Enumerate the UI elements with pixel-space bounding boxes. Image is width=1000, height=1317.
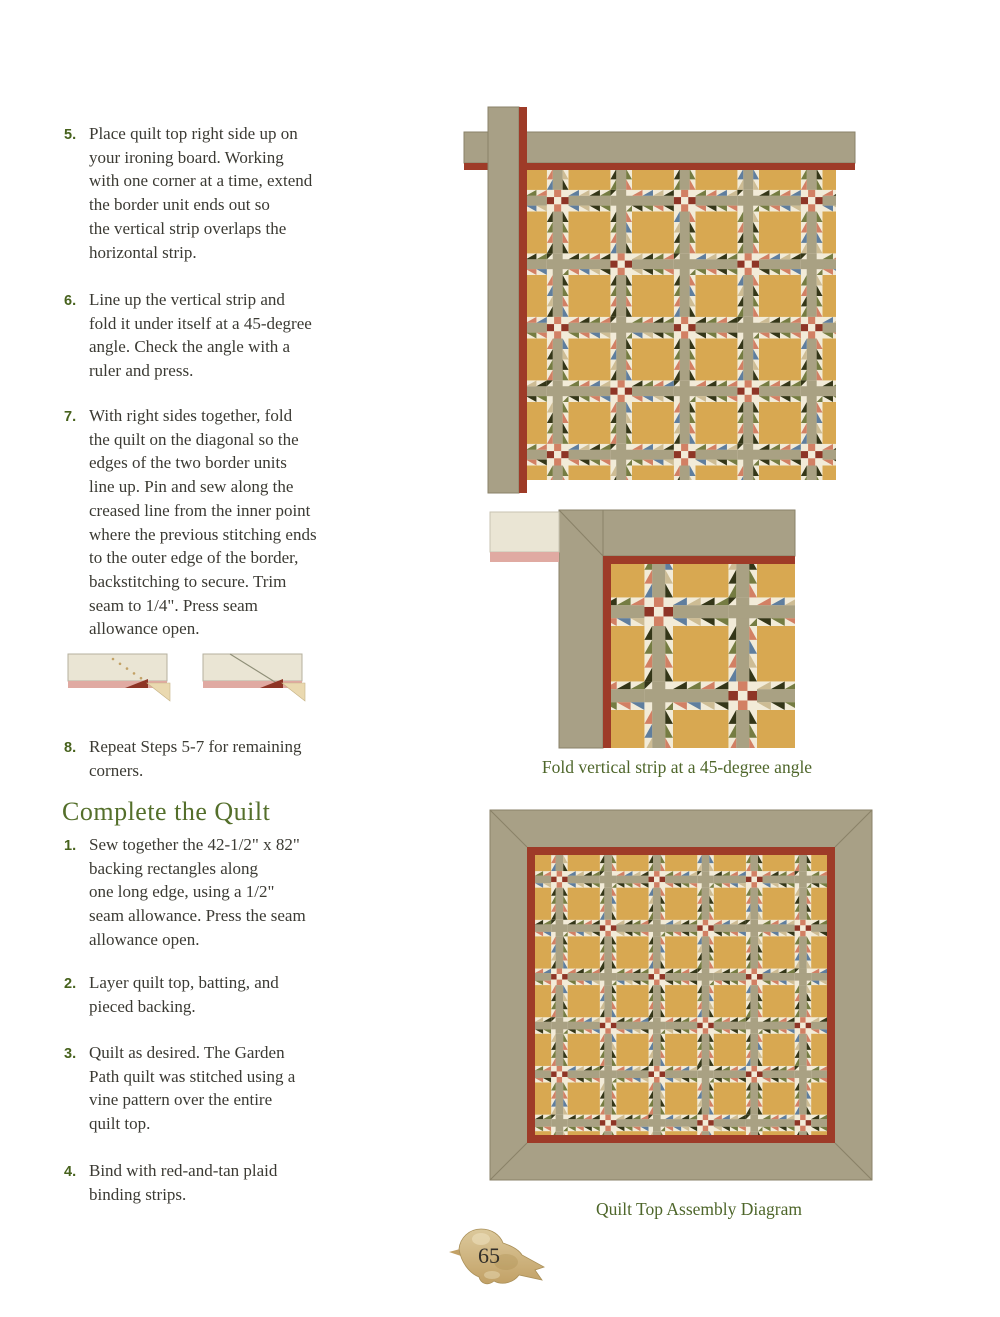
section-heading: Complete the Quilt [62, 797, 271, 826]
step-text-line: Line up the vertical strip and [89, 290, 285, 309]
step-text [89, 971, 435, 1018]
step-text-line: Sew together the 42-1/2" x 82" [89, 835, 300, 854]
step-number: 8. [64, 740, 77, 756]
step-text-line: binding strips. [89, 1184, 187, 1204]
diagram-fold-corner [487, 503, 809, 755]
step-text-line: the quilt on the diagonal so the [89, 429, 299, 449]
step-text [89, 1159, 435, 1206]
step-text-line: pieced backing. [89, 996, 196, 1016]
step-text-line: backing rectangles along [89, 858, 258, 878]
step-number: 6. [64, 293, 77, 309]
step-text-line: corners. [89, 760, 144, 780]
step-text-line: edges of the two border units [89, 453, 287, 473]
step-8 [63, 735, 435, 782]
step-text-line: one long edge, using a 1/2" [89, 882, 275, 902]
step-text-line: ruler and press. [89, 361, 194, 381]
step-text-line: Quilt as desired. The Garden [89, 1043, 285, 1062]
bird-icon [448, 1218, 578, 1293]
step-text-line: with one corner at a time, extend [89, 171, 313, 191]
step-text [89, 122, 435, 264]
step-text-line: horizontal strip. [89, 242, 197, 262]
step-text-line: vine pattern over the entire [89, 1090, 273, 1110]
step-text-line: where the previous stitching ends [89, 524, 317, 544]
step-text-line: quilt top. [89, 1114, 151, 1134]
step-text-line: the border unit ends out so [89, 195, 270, 215]
step-text-line: Repeat Steps 5-7 for remaining [89, 737, 302, 756]
step-number: 1. [64, 838, 77, 854]
step-4 [63, 1159, 435, 1206]
step-text-line: seam to 1/4". Press seam [89, 595, 258, 615]
diagram-border-attachment [455, 98, 860, 498]
diagram-quilt-top-assembly [488, 808, 876, 1184]
caption-assembly: Quilt Top Assembly Diagram [595, 1199, 802, 1219]
step-text-line: allowance open. [89, 619, 200, 639]
step-number: 2. [64, 976, 77, 992]
step-text-line: angle. Check the angle with a [89, 337, 291, 357]
step-text-line: Place quilt top right side up on [89, 124, 298, 143]
step-text-line: your ironing board. Working [89, 147, 284, 167]
step-text-line: With right sides together, fold [89, 406, 293, 425]
step-7 [63, 404, 435, 641]
step-5 [63, 122, 435, 264]
step-1 [63, 833, 435, 952]
step-text-line: allowance open. [89, 929, 200, 949]
bird-highlight [484, 1271, 500, 1279]
step-text [89, 833, 435, 952]
step-text [89, 288, 435, 383]
step-text-line: seam allowance. Press the seam [89, 906, 306, 926]
step-text-line: creased line from the inner point [89, 500, 311, 520]
step-text-line: Layer quilt top, batting, and [89, 973, 279, 992]
step-text-line: fold it under itself at a 45-degree [89, 313, 312, 333]
step-text-line: Path quilt was stitched using a [89, 1066, 296, 1086]
step-text [89, 735, 435, 782]
step-number: 3. [64, 1046, 77, 1062]
caption-fold: Fold vertical strip at a 45-degree angle [541, 757, 813, 777]
step-number: 5. [64, 127, 77, 143]
step-text [89, 404, 435, 641]
fold-step-illustrations [58, 648, 408, 710]
step-text-line: Bind with red-and-tan plaid [89, 1161, 278, 1180]
step-text-line: the vertical strip overlaps the [89, 218, 287, 238]
step-text-line: line up. Pin and sew along the [89, 477, 294, 497]
step-3 [63, 1041, 435, 1136]
step-2 [63, 971, 435, 1018]
step-text-line: to the outer edge of the border, [89, 548, 299, 568]
step-text-line: backstitching to secure. Trim [89, 571, 287, 591]
step-number: 4. [64, 1164, 77, 1180]
page-number: 65 [478, 1243, 500, 1268]
step-6 [63, 288, 435, 383]
step-number: 7. [64, 409, 77, 425]
step-text [89, 1041, 435, 1136]
